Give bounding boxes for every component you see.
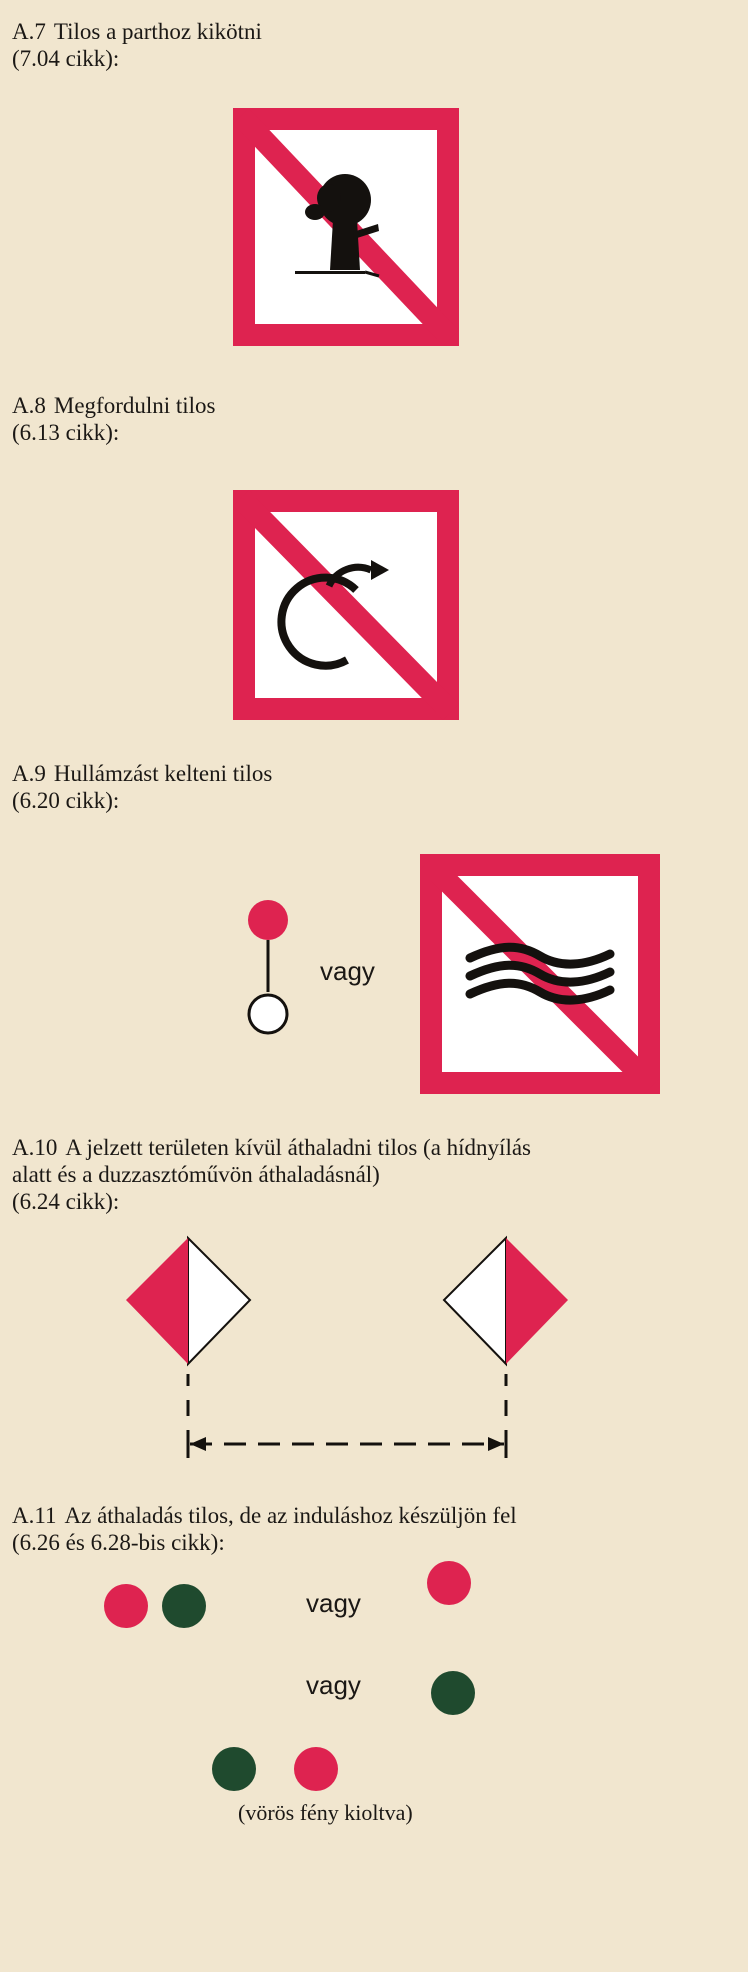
section-title-continued: alatt és a duzzasztóművön áthaladásnál) bbox=[12, 1162, 380, 1187]
section-a8-heading bbox=[12, 392, 216, 446]
section-number: A.7 bbox=[12, 19, 46, 44]
passage-outside-zone-prohibited bbox=[120, 1232, 580, 1482]
light-caption: (vörös fény kioltva) bbox=[238, 1800, 413, 1825]
or-label: vagy bbox=[320, 956, 375, 986]
section-title: Tilos a parthoz kikötni bbox=[53, 19, 262, 44]
red-green-lights-pair bbox=[100, 1582, 210, 1632]
or-label: vagy bbox=[306, 1670, 361, 1700]
section-title: Az áthaladás tilos, de az induláshoz készüljön fel bbox=[64, 1503, 517, 1528]
article-reference: (6.26 és 6.28-bis cikk): bbox=[12, 1530, 225, 1555]
article-reference: (7.04 cikk): bbox=[12, 46, 120, 71]
article-reference: (6.20 cikk): bbox=[12, 788, 120, 813]
section-title: Megfordulni tilos bbox=[53, 393, 216, 418]
green-red-lights-pair bbox=[208, 1744, 338, 1794]
section-a7-heading bbox=[12, 18, 262, 72]
section-number: A.10 bbox=[12, 1135, 58, 1160]
right-red-white-diamond bbox=[444, 1238, 568, 1364]
article-reference: (6.24 cikk): bbox=[12, 1189, 120, 1214]
red-white-light-signal bbox=[240, 898, 300, 1040]
or-label: vagy bbox=[306, 1588, 361, 1618]
section-a9-heading bbox=[12, 760, 272, 814]
section-number: A.9 bbox=[12, 761, 46, 786]
section-title: Hullámzást kelteni tilos bbox=[53, 761, 273, 786]
section-number: A.8 bbox=[12, 393, 46, 418]
left-red-white-diamond bbox=[126, 1238, 250, 1364]
green-light-single bbox=[428, 1668, 478, 1718]
red-light-single bbox=[424, 1558, 474, 1608]
article-reference: (6.13 cikk): bbox=[12, 420, 120, 445]
no-wash-sign bbox=[420, 854, 660, 1094]
section-title: A jelzett területen kívül áthaladni tilos (a hídnyílás bbox=[65, 1135, 532, 1160]
section-a11-heading bbox=[12, 1502, 517, 1556]
section-a10-heading bbox=[12, 1134, 531, 1215]
no-turning-sign bbox=[233, 490, 459, 720]
section-number: A.11 bbox=[12, 1503, 57, 1528]
no-mooring-sign bbox=[233, 108, 459, 346]
